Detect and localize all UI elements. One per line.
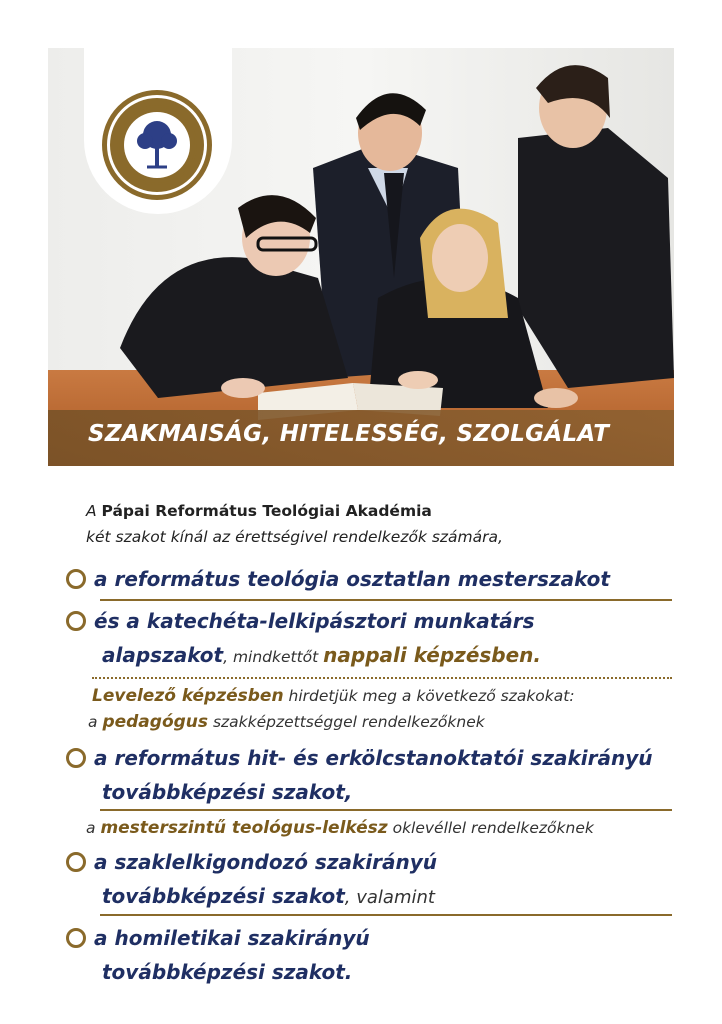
- seal-inner-ring: [117, 105, 197, 185]
- offer-item-1: [66, 562, 610, 596]
- divider-line: [100, 914, 672, 916]
- group2-plain: oklevéllel rendelkezőknek: [387, 819, 594, 837]
- group2-prefix: a: [86, 819, 101, 837]
- group2-criteria: [86, 816, 594, 840]
- distance-lead: [92, 684, 575, 708]
- offer-item-5: [66, 921, 370, 989]
- ring-bullet-icon: [66, 928, 86, 948]
- offer-item-3-line1: a református hit- és erkölcstanoktatói szakirányú: [94, 746, 653, 770]
- dotted-divider: [92, 677, 672, 679]
- group1-prefix: a: [88, 713, 103, 731]
- offer-item-1-text: a református teológia osztatlan mesterszakot: [94, 567, 610, 591]
- offer-item-5-line2: továbbképzési szakot.: [102, 960, 353, 984]
- offer-item-4-plain: , valamint: [344, 887, 435, 908]
- group1-plain: szakképzettséggel rendelkezőknek: [208, 713, 485, 731]
- intro-prefix: A: [86, 502, 102, 520]
- divider-line: [100, 599, 672, 601]
- offer-item-2-bold: alapszakot: [102, 643, 224, 667]
- offer-item-2: [66, 604, 541, 674]
- offer-item-2-plain: , mindkettőt: [223, 648, 324, 666]
- ring-bullet-icon: [66, 852, 86, 872]
- offer-item-2-gold: nappali képzésben.: [323, 643, 542, 667]
- offer-item-3: [66, 741, 653, 809]
- offer-item-3-line2: továbbképzési szakot,: [102, 780, 353, 804]
- group1-criteria: [88, 710, 485, 734]
- institution-name: Pápai Református Teológiai Akadémia: [101, 502, 432, 520]
- ring-bullet-icon: [66, 569, 86, 589]
- ring-bullet-icon: [66, 748, 86, 768]
- offer-item-4: [66, 845, 437, 915]
- academy-seal-logo: [102, 90, 212, 200]
- distance-lead-bold: Levelező képzésben: [92, 686, 284, 706]
- offer-item-4-line1: a szaklelkigondozó szakirányú: [94, 850, 437, 874]
- group1-bold: pedagógus: [102, 712, 209, 732]
- group2-bold: mesterszintű teológus-lelkész: [100, 818, 388, 838]
- distance-lead-plain: hirdetjük meg a következő szakokat:: [283, 687, 575, 705]
- hero-photo: [48, 48, 674, 466]
- slogan-text: SZAKMAISÁG, HITELESSÉG, SZOLGÁLAT: [88, 421, 610, 447]
- divider-line: [100, 809, 672, 811]
- offer-item-4-bold: továbbképzési szakot: [102, 884, 345, 908]
- ring-bullet-icon: [66, 611, 86, 631]
- offer-item-5-line1: a homiletikai szakirányú: [94, 926, 370, 950]
- offer-item-2-line1: és a katechéta-lelkipásztori munkatárs: [94, 609, 535, 633]
- intro-text: [86, 498, 503, 550]
- intro-line2: két szakot kínál az érettségivel rendelkezők számára,: [86, 528, 503, 546]
